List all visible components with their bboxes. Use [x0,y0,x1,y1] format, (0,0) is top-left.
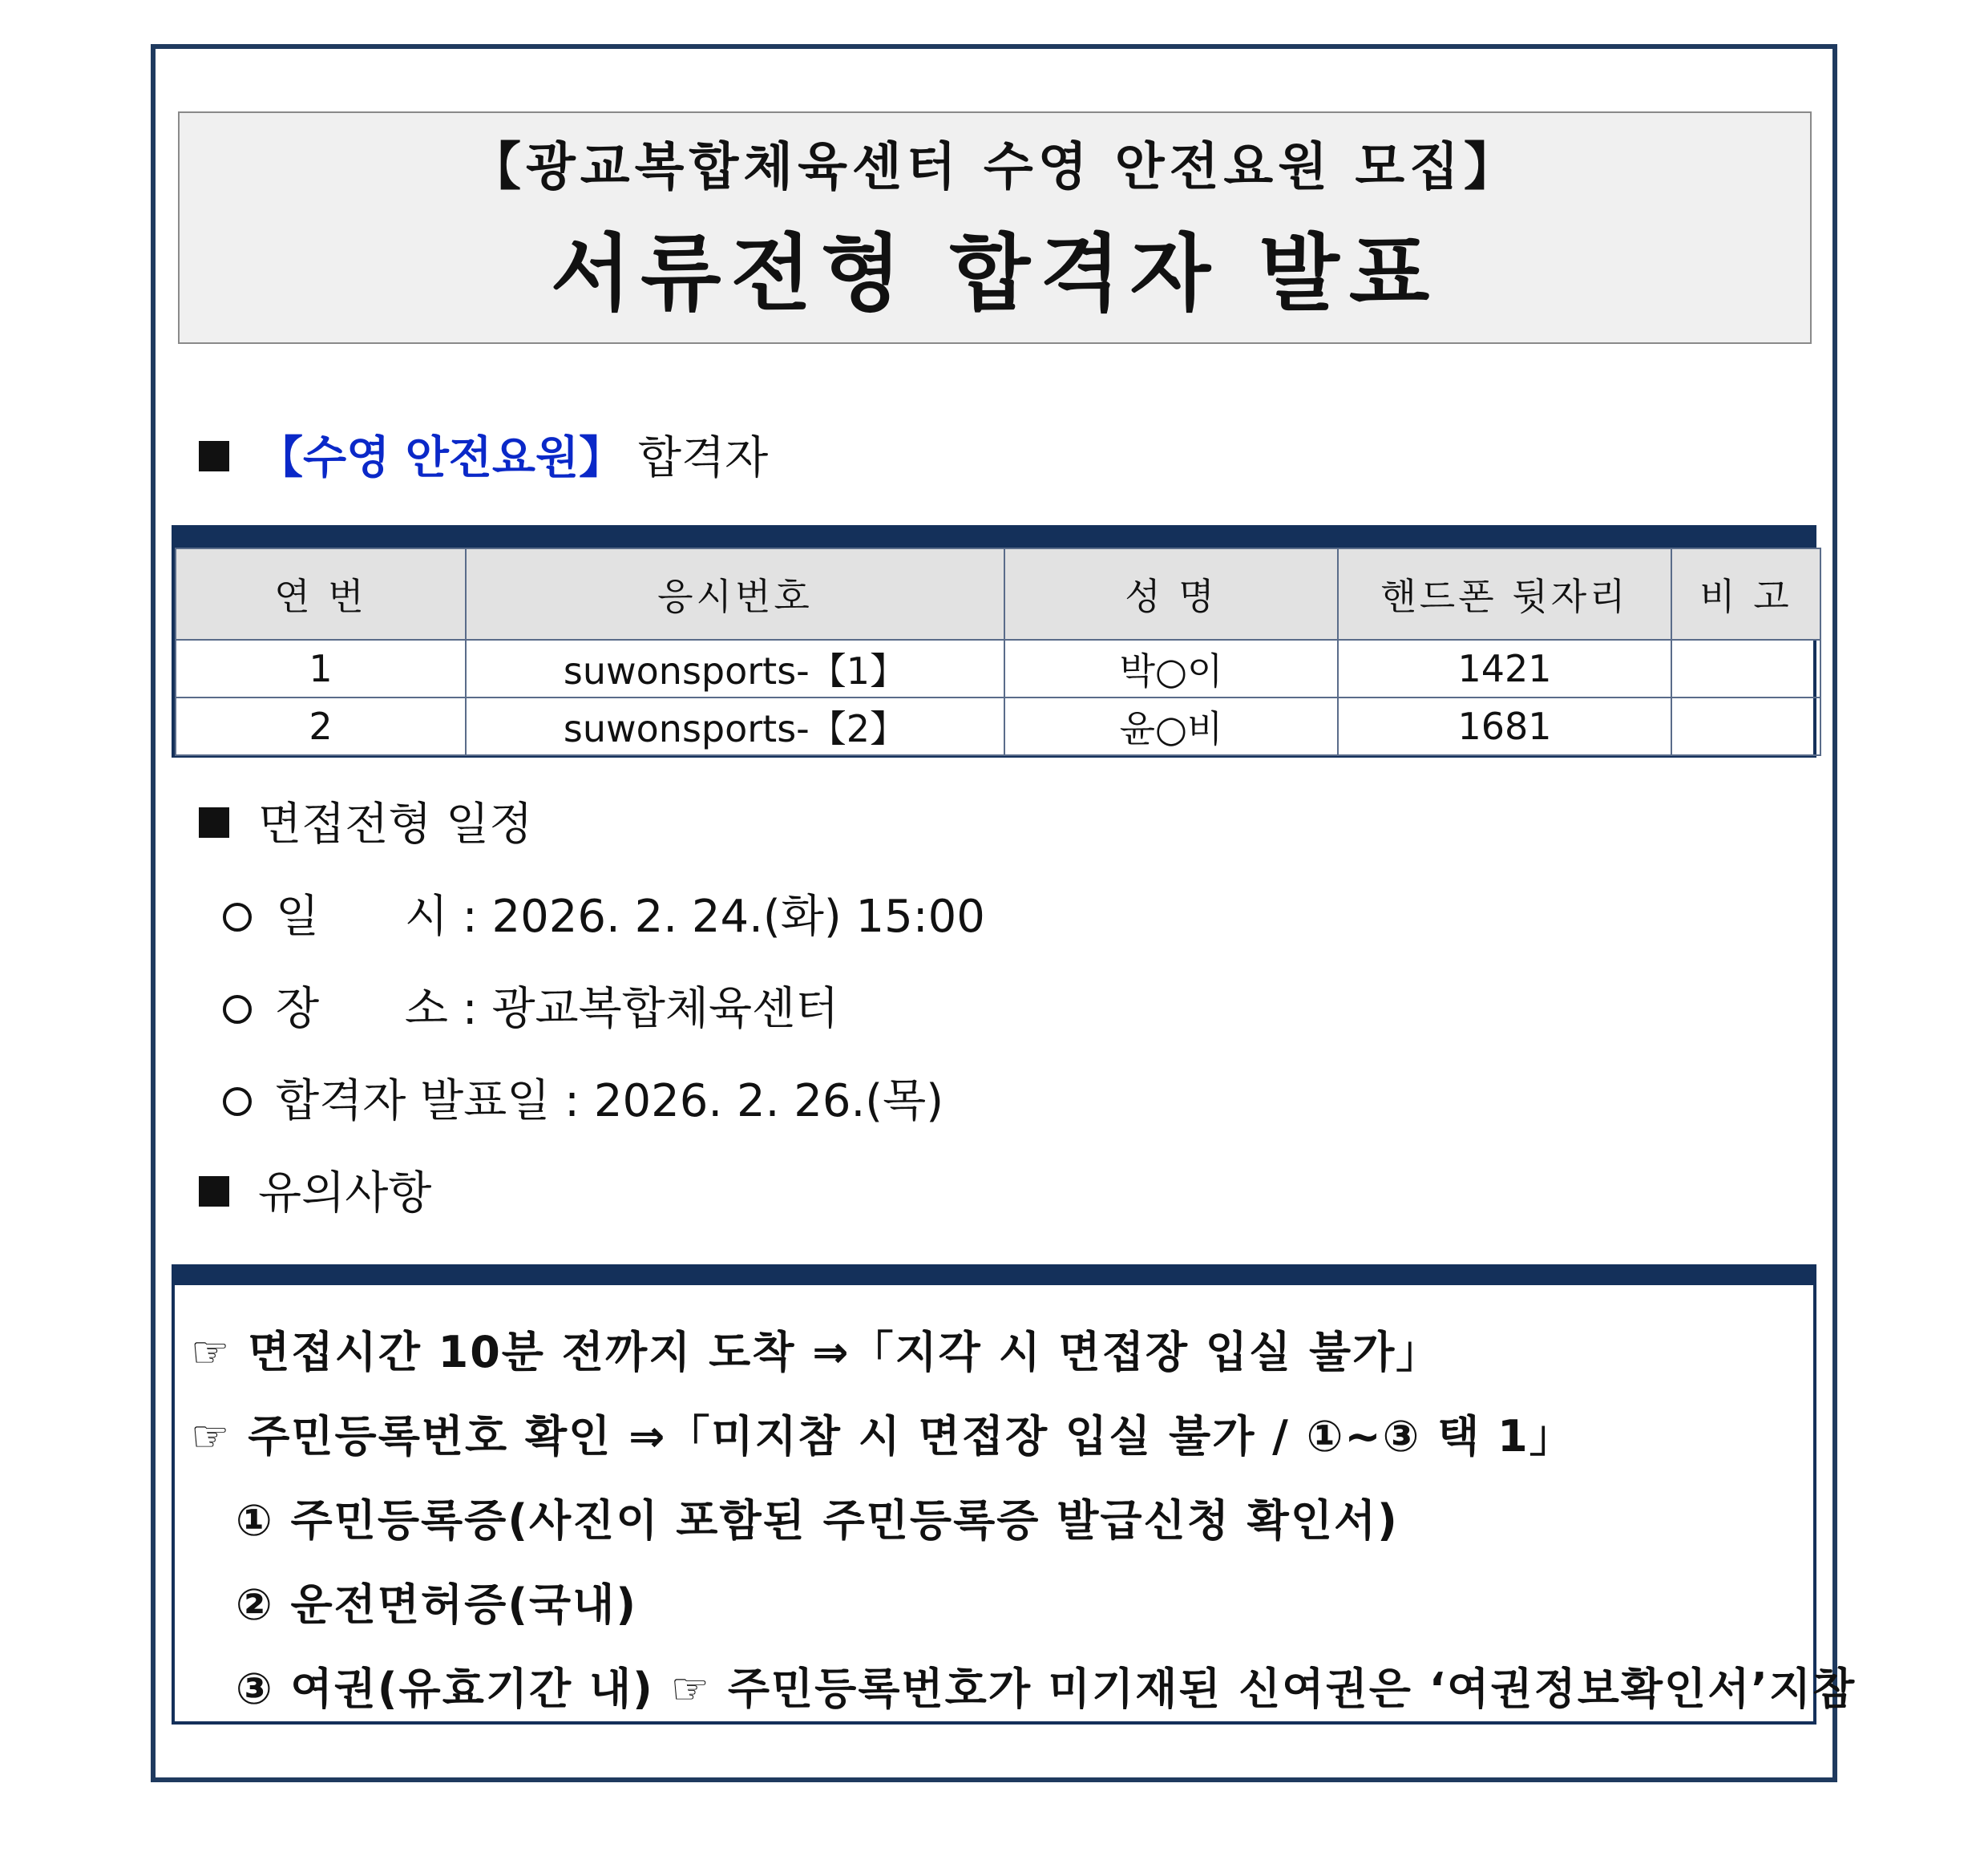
heading-passers-bracket: 【수영 안전요원】 [258,432,624,484]
circle-bullet-icon [223,1087,252,1116]
square-bullet-icon [199,441,229,471]
square-bullet-icon [199,807,229,838]
note-id-option-1: ① 주민등록증(사진이 포함된 주민등록증 발급신청 확인서) [236,1495,1399,1546]
title-line-1: 【광교복합체육센터 수영 안전요원 모집】 [469,138,1521,197]
heading-passers-suffix: 합격자 [637,432,769,484]
announcement-date-text: 합격자 발표일 : 2026. 2. 26.(목) [276,1075,944,1127]
heading-passers [199,431,768,485]
note-id-check: ☞ 주민등록번호 확인 ⇒「미지참 시 면접장 입실 불가 / ①~③ 택 1」 [191,1411,1574,1462]
page-title: 서류전형 합격자 발표 [550,224,1440,322]
interview-location [223,982,838,1036]
circle-bullet-icon [223,903,252,932]
cell-number: 2 [176,698,466,755]
cell-phone-last-digits: 1681 [1338,698,1671,755]
col-header-applicant-id: 응시번호 [466,548,1004,640]
col-header-phone-last-digits: 핸드폰 뒷자리 [1338,548,1671,640]
cell-remarks [1671,640,1820,698]
cell-applicant-id: suwonsports-【2】 [466,698,1004,755]
heading-notes [199,1167,431,1220]
note-arrival: ☞ 면접시간 10분 전까지 도착 ⇒「지각 시 면접장 입실 불가」 [191,1327,1441,1377]
cell-number: 1 [176,640,466,698]
table-row [176,640,1820,698]
passers-table [175,548,1821,756]
table-row [176,698,1820,755]
note-id-option-3: ③ 여권(유효기간 내) ☞ 주민등록번호가 미기재된 신여권은 ‘여권정보확인서’지참 [236,1664,1857,1714]
heading-notes-label: 유의사항 [258,1167,432,1219]
heading-interview-label: 면접전형 일정 [258,799,533,851]
circle-bullet-icon [223,995,252,1024]
square-bullet-icon [199,1176,229,1207]
cell-name: 윤○비 [1004,698,1338,755]
interview-datetime-text: 일 시 : 2026. 2. 24.(화) 15:00 [276,891,985,943]
title-box [178,111,1812,344]
cell-applicant-id: suwonsports-【1】 [466,640,1004,698]
interview-location-text: 장 소 : 광교복합체육센터 [276,983,839,1035]
note-id-option-2: ② 운전면허증(국내) [236,1579,638,1630]
cell-phone-last-digits: 1421 [1338,640,1671,698]
col-header-number: 연 번 [176,548,466,640]
announcement-date [223,1074,943,1128]
passers-table-frame [172,525,1816,758]
heading-interview [199,798,532,851]
notes-box [172,1264,1857,1725]
interview-datetime [223,890,985,944]
col-header-name: 성 명 [1004,548,1338,640]
table-header-row [176,548,1820,640]
cell-name: 박○이 [1004,640,1338,698]
col-header-remarks: 비 고 [1671,548,1820,640]
cell-remarks [1671,698,1820,755]
